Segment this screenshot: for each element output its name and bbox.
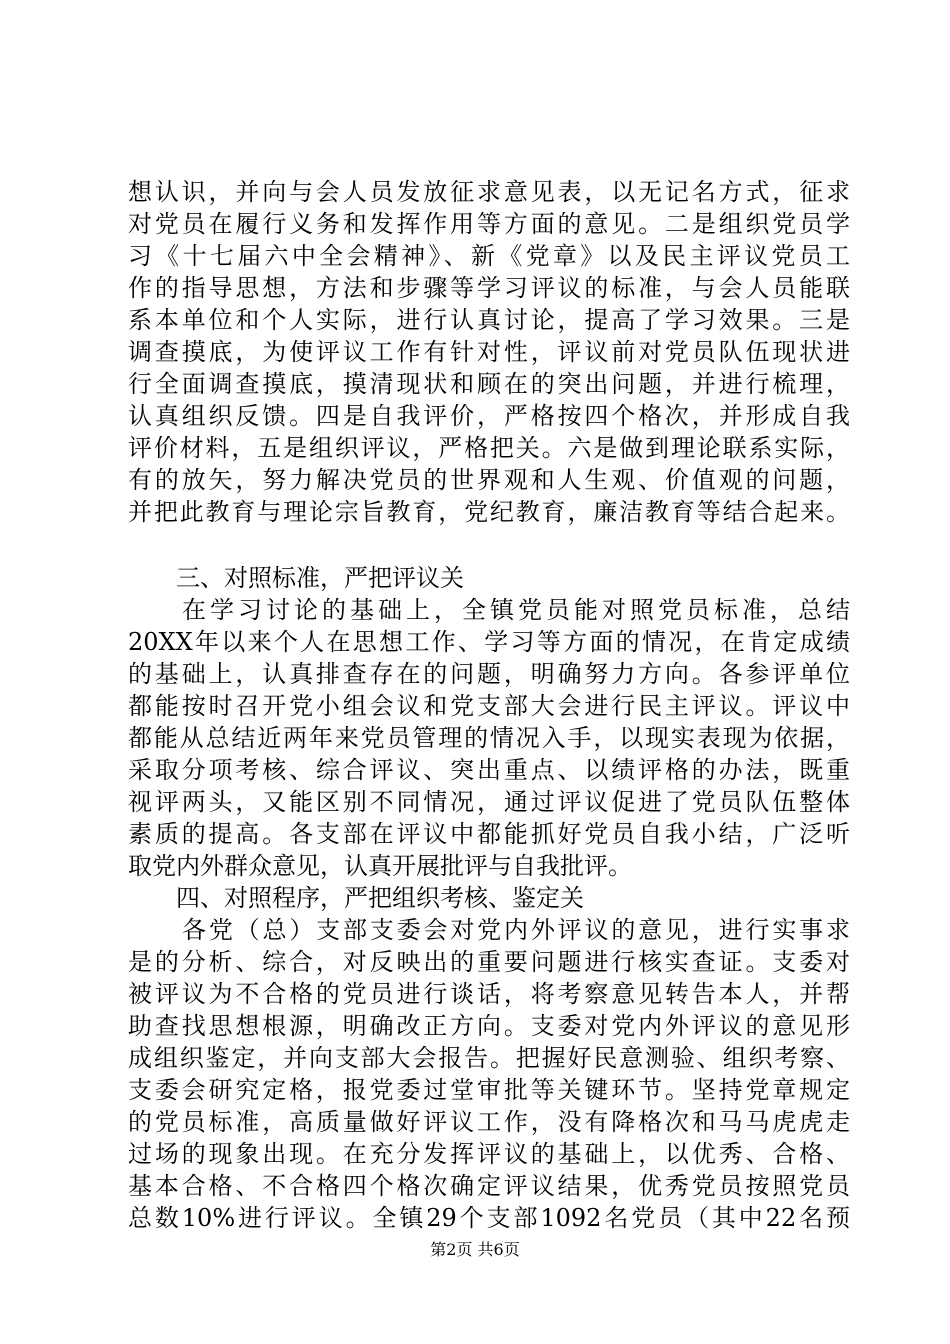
text-line: 作的指导思想，方法和步骤等学习评议的标准，与会人员能联 — [128, 274, 850, 302]
section-heading-4: 四、对照程序，严把组织考核、鉴定关 — [176, 884, 584, 912]
paragraph-3 — [128, 594, 850, 882]
paragraph-2-continued — [128, 176, 850, 528]
text-line: 有的放矢，努力解决党员的世界观和人生观、价值观的问题， — [128, 466, 850, 494]
text-line: 取党内外群众意见，认真开展批评与自我批评。 — [128, 852, 632, 880]
text-line: 是的分析、综合，对反映出的重要问题进行核实查证。支委对 — [128, 948, 850, 976]
text-line: 采取分项考核、综合评议、突出重点、以绩评格的办法，既重 — [128, 756, 850, 784]
text-line: 各党（总）支部支委会对党内外评议的意见，进行实事求 — [182, 916, 850, 944]
section-heading-3: 三、对照标准，严把评议关 — [176, 564, 464, 592]
text-line: 评价材料，五是组织评议，严格把关。六是做到理论联系实际， — [128, 434, 850, 462]
text-line: 行全面调查摸底，摸清现状和顾在的突出问题，并进行梳理， — [128, 370, 850, 398]
document-body — [128, 176, 850, 1234]
text-line: 素质的提高。各支部在评议中都能抓好党员自我小结，广泛听 — [128, 820, 850, 848]
text-line: 过场的现象出现。在充分发挥评议的基础上，以优秀、合格、 — [128, 1140, 850, 1168]
text-line: 成组织鉴定，并向支部大会报告。把握好民意测验、组织考察、 — [128, 1044, 850, 1072]
text-line: 的基础上，认真排查存在的问题，明确努力方向。各参评单位 — [128, 660, 850, 688]
text-line: 系本单位和个人实际，进行认真讨论，提高了学习效果。三是 — [128, 306, 850, 334]
text-line: 都能从总结近两年来党员管理的情况入手，以现实表现为依据， — [128, 724, 850, 752]
text-line: 习《十七届六中全会精神》、新《党章》以及民主评议党员工 — [128, 242, 850, 270]
text-line: 总数10%进行评议。全镇29个支部1092名党员（其中22名预 — [128, 1204, 850, 1232]
text-line: 对党员在履行义务和发挥作用等方面的意见。二是组织党员学 — [128, 210, 850, 238]
text-line: 的党员标准，高质量做好评议工作，没有降格次和马马虎虎走 — [128, 1108, 850, 1136]
text-line: 基本合格、不合格四个格次确定评议结果，优秀党员按照党员 — [128, 1172, 850, 1200]
text-line: 并把此教育与理论宗旨教育，党纪教育，廉洁教育等结合起来。 — [128, 498, 850, 526]
page-number-footer: 第2页 共6页 — [430, 1240, 520, 1259]
text-line: 在学习讨论的基础上，全镇党员能对照党员标准，总结 — [182, 596, 850, 624]
text-line: 支委会研究定格，报党委过堂审批等关键环节。坚持党章规定 — [128, 1076, 850, 1104]
text-line: 视评两头，又能区别不同情况，通过评议促进了党员队伍整体 — [128, 788, 850, 816]
text-line: 想认识，并向与会人员发放征求意见表，以无记名方式，征求 — [128, 178, 850, 206]
paragraph-4 — [128, 914, 850, 1234]
text-line: 助查找思想根源，明确改正方向。支委对党内外评议的意见形 — [128, 1012, 850, 1040]
text-line: 认真组织反馈。四是自我评价，严格按四个格次，并形成自我 — [128, 402, 850, 430]
text-line: 被评议为不合格的党员进行谈话，将考察意见转告本人，并帮 — [128, 980, 850, 1008]
text-line: 调查摸底，为使评议工作有针对性，评议前对党员队伍现状进 — [128, 338, 850, 366]
text-line: 20XX年以来个人在思想工作、学习等方面的情况，在肯定成绩 — [128, 628, 850, 656]
paragraph-gap — [128, 528, 850, 562]
text-line: 都能按时召开党小组会议和党支部大会进行民主评议。评议中 — [128, 692, 850, 720]
